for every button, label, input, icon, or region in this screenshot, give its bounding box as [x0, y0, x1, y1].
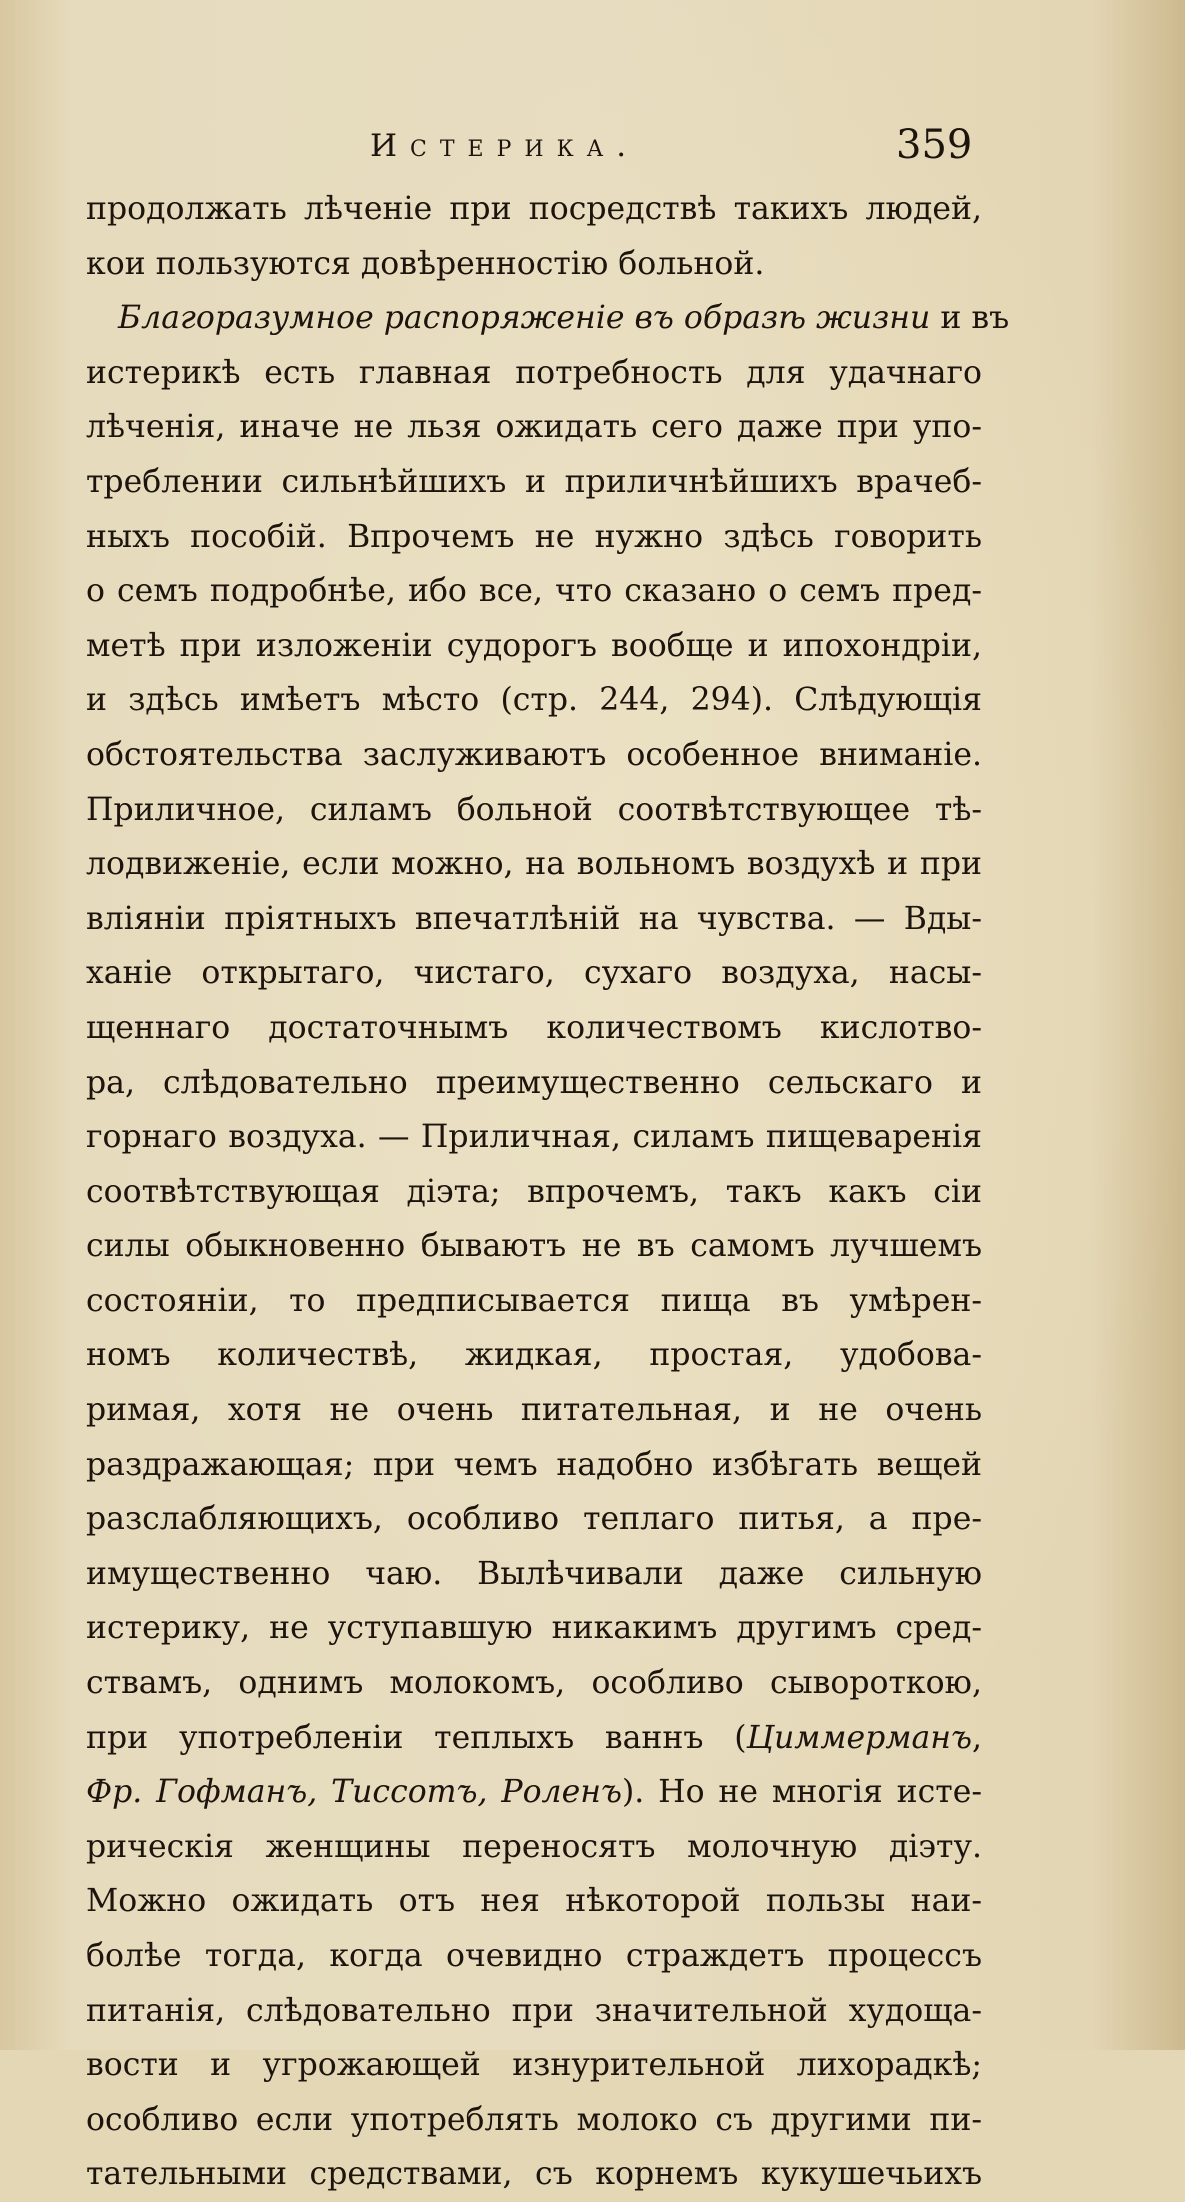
text-line: ныхъ пособій. Впрочемъ не нужно здѣсь говорить [86, 518, 982, 555]
text-line: ствамъ, однимъ молокомъ, особливо сывороткою, [86, 1665, 982, 1702]
text-line: и здѣсь имѣетъ мѣсто (стр. 244, 294). Слѣдующія [86, 682, 982, 719]
text-line: ханіе открытаго, чистаго, сухаго воздуха, насы- [86, 955, 982, 992]
text-line: ра, слѣдовательно преимущественно сельскаго и [86, 1064, 982, 1101]
text-line: Благоразумное распоряженіе въ образѣ жизни и въ [118, 300, 1010, 337]
text-line: раздражающая; при чемъ надобно избѣгать вещей [86, 1446, 982, 1483]
text-line: особливо если употреблять молоко съ другими пи- [86, 2101, 982, 2138]
italic-phrase: Благоразумное распоряженіе въ образѣ жизни [118, 300, 931, 337]
text-line: имущественно чаю. Вылѣчивали даже сильную [86, 1555, 982, 1592]
text-line: лѣченія, иначе не льзя ожидать сего даже при упо- [86, 409, 982, 446]
running-title: Истерика. [370, 128, 640, 164]
text-line: Можно ожидать отъ нея нѣкоторой пользы наи- [86, 1883, 982, 1920]
text-line: номъ количествѣ, жидкая, простая, удобова- [86, 1337, 982, 1374]
text-line: вліяніи пріятныхъ впечатлѣній на чувства. — Вды- [86, 900, 982, 937]
text-line: питанія, слѣдовательно при значительной худоща- [86, 1992, 982, 2029]
text-line: горнаго воздуха. — Приличная, силамъ пищеваренія [86, 1119, 982, 1156]
italic-phrase: Циммерманъ [746, 1719, 972, 1756]
text-line: силы обыкновенно бываютъ не въ самомъ лучшемъ [86, 1228, 982, 1265]
text-line: вости и угрожающей изнурительной лихорадкѣ; [86, 2047, 982, 2084]
text-line: треблении сильнѣйшихъ и приличнѣйшихъ врачеб- [86, 463, 982, 500]
text-line: кои пользуются довѣренностію больной. [86, 245, 765, 282]
text-line: истерикѣ есть главная потребность для удачнаго [86, 354, 982, 391]
text-line: состояніи, то предписывается пища въ умѣрен- [86, 1282, 982, 1319]
text-line: разслабляющихъ, особливо теплаго питья, а пре- [86, 1501, 982, 1538]
page-header [0, 118, 1185, 168]
page-number: 359 [896, 122, 973, 168]
text-line: Приличное, силамъ больной соотвѣтствующее тѣ- [86, 791, 982, 828]
text-line: римая, хотя не очень питательная, и не очень [86, 1392, 982, 1429]
text-line: лодвиженіе, если можно, на вольномъ воздухѣ и при [86, 846, 982, 883]
text-line: продолжать лѣченіе при посредствѣ такихъ людей, [86, 191, 982, 227]
text-line: болѣе тогда, когда очевидно страждетъ процессъ [86, 1938, 982, 1974]
text-line: при употребленіи теплыхъ ваннъ (Циммерманъ, [86, 1719, 982, 1756]
text-line: тательными средствами, съ корнемъ кукушечьихъ [86, 2156, 982, 2193]
text-line: рическія женщины переносятъ молочную діэту. [86, 1828, 982, 1865]
text-line: щеннаго достаточнымъ количествомъ кислотво- [86, 1009, 982, 1046]
text-line: о семъ подробнѣе, ибо все, что сказано о семъ пред- [86, 573, 982, 610]
text-line: Фр. Гофманъ, Тиссотъ, Роленъ). Но не многія исте- [86, 1774, 982, 1811]
text-line: обстоятельства заслуживаютъ особенное вниманіе. [86, 736, 982, 773]
italic-phrase: Фр. Гофманъ, Тиссотъ, Роленъ [86, 1774, 622, 1811]
text-line: метѣ при изложеніи судорогъ вообще и ипохондріи, [86, 627, 982, 664]
body-text [86, 182, 1010, 2202]
text-line: соотвѣтствующая діэта; впрочемъ, такъ какъ сіи [86, 1173, 982, 1210]
text-line: истерику, не уступавшую никакимъ другимъ сред- [86, 1610, 982, 1647]
